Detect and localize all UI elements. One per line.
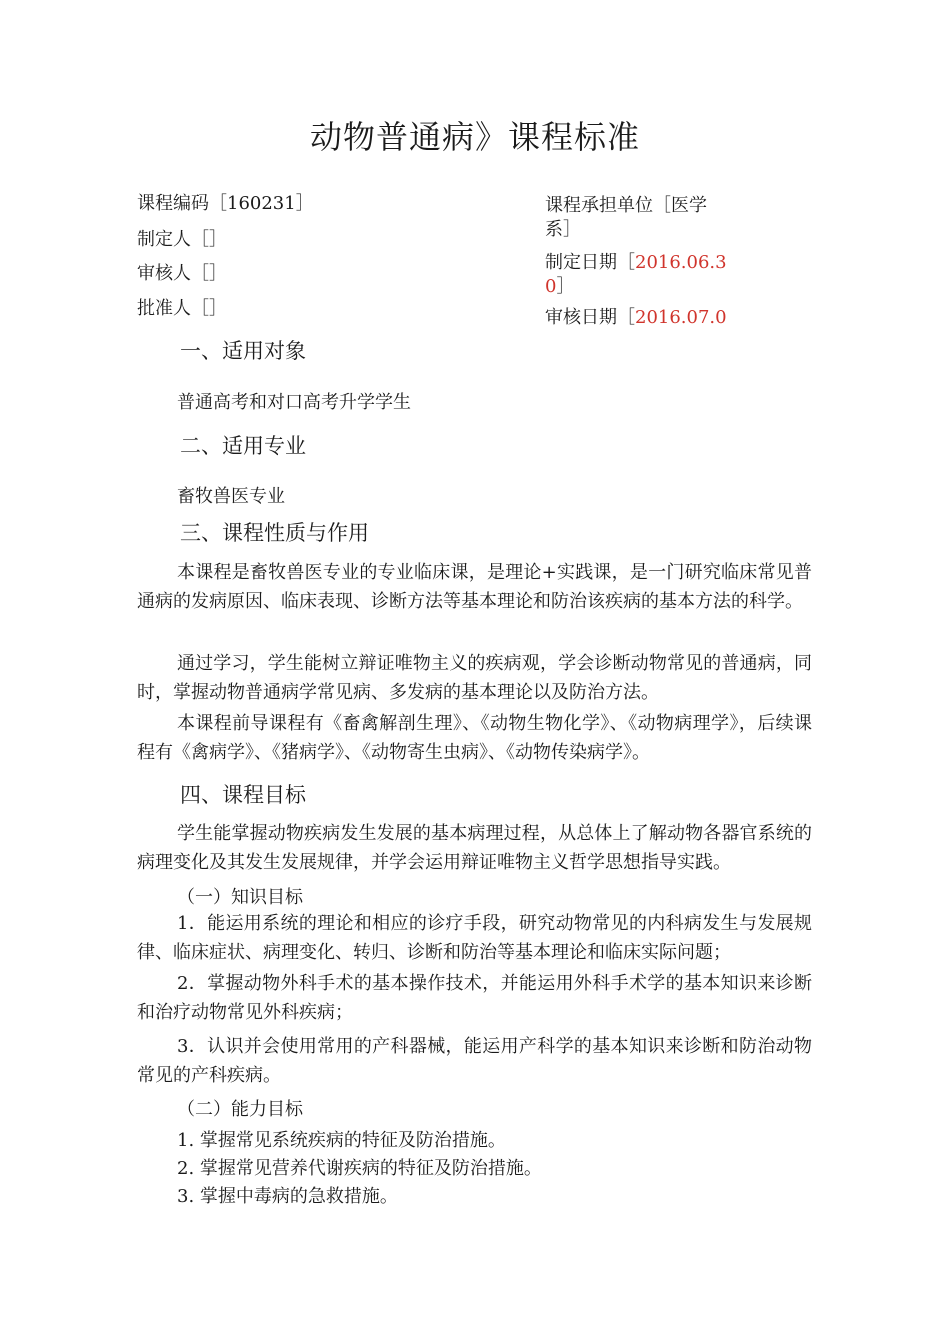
section-1-heading: 一、适用对象 [180,339,306,363]
course-unit-line2: 系］ [545,219,581,240]
create-date [545,251,735,299]
review-date-label: 审核日期［ [545,307,635,328]
section-3-heading: 三、课程性质与作用 [180,521,369,545]
review-date [545,306,735,330]
section-2-text: 畜牧兽医专业 [177,486,285,507]
course-code: 课程编码［160231］ [137,193,314,214]
section-4-heading: 四、课程目标 [180,783,306,807]
create-date-value-b: 0 [545,276,557,297]
section-3-paragraph-3: 本课程前导课程有《畜禽解剖生理》、《动物生物化学》、《动物病理学》，后续课程有《禽病学》、《猪病学》、《动物寄生虫病》、《动物传染病学》。 [137,713,812,763]
course-unit [545,194,735,242]
section-2-heading: 二、适用专业 [180,434,306,458]
ability-goal-1: 1. 掌握常见系统疾病的特征及防治措施。 [177,1130,506,1151]
create-date-value-a: 2016.06.3 [635,252,727,273]
document-title: 动物普通病》课程标准 [309,118,640,156]
section-1-text: 普通高考和对口高考升学学生 [177,392,411,413]
knowledge-goals-heading: （一）知识目标 [177,887,303,908]
approver-field: 批准人［］ [137,298,227,319]
section-3-paragraph-1: 本课程是畜牧兽医专业的专业临床课，是理论+实践课，是一门研究临床常见普通病的发病原因、临床表现、诊断方法等基本理论和防治该疾病的基本方法的科学。 [137,562,812,612]
author-field: 制定人［］ [137,229,227,250]
knowledge-goal-2: 2．掌握动物外科手术的基本操作技术，并能运用外科手术学的基本知识来诊断和治疗动物常见外科疾病； [137,973,812,1023]
review-date-value: 2016.07.0 [635,307,727,328]
section-3-paragraph-2: 通过学习，学生能树立辩证唯物主义的疾病观，学会诊断动物常见的普通病，同时，掌握动物普通病学常见病、多发病的基本理论以及防治方法。 [137,653,812,703]
knowledge-goal-1: 1．能运用系统的理论和相应的诊疗手段，研究动物常见的内科病发生与发展规律、临床症状、病理变化、转归、诊断和防治等基本理论和临床实际问题； [137,913,812,963]
knowledge-goal-3: 3．认识并会使用常用的产科器械，能运用产科学的基本知识来诊断和防治动物常见的产科疾病。 [137,1036,812,1086]
reviewer-field: 审核人［］ [137,263,227,284]
ability-goals-heading: （二）能力目标 [177,1099,303,1120]
review-date-clipped [545,300,745,328]
course-unit-line1: 课程承担单位［医学 [545,195,707,216]
create-date-close: ］ [556,276,575,297]
create-date-label: 制定日期［ [545,252,635,273]
section-4-paragraph-1: 学生能掌握动物疾病发生发展的基本病理过程，从总体上了解动物各器官系统的病理变化及其发生发展规律，并学会运用辩证唯物主义哲学思想指导实践。 [137,823,812,873]
ability-goal-3: 3. 掌握中毒病的急救措施。 [177,1186,398,1207]
ability-goal-2: 2. 掌握常见营养代谢疾病的特征及防治措施。 [177,1158,542,1179]
